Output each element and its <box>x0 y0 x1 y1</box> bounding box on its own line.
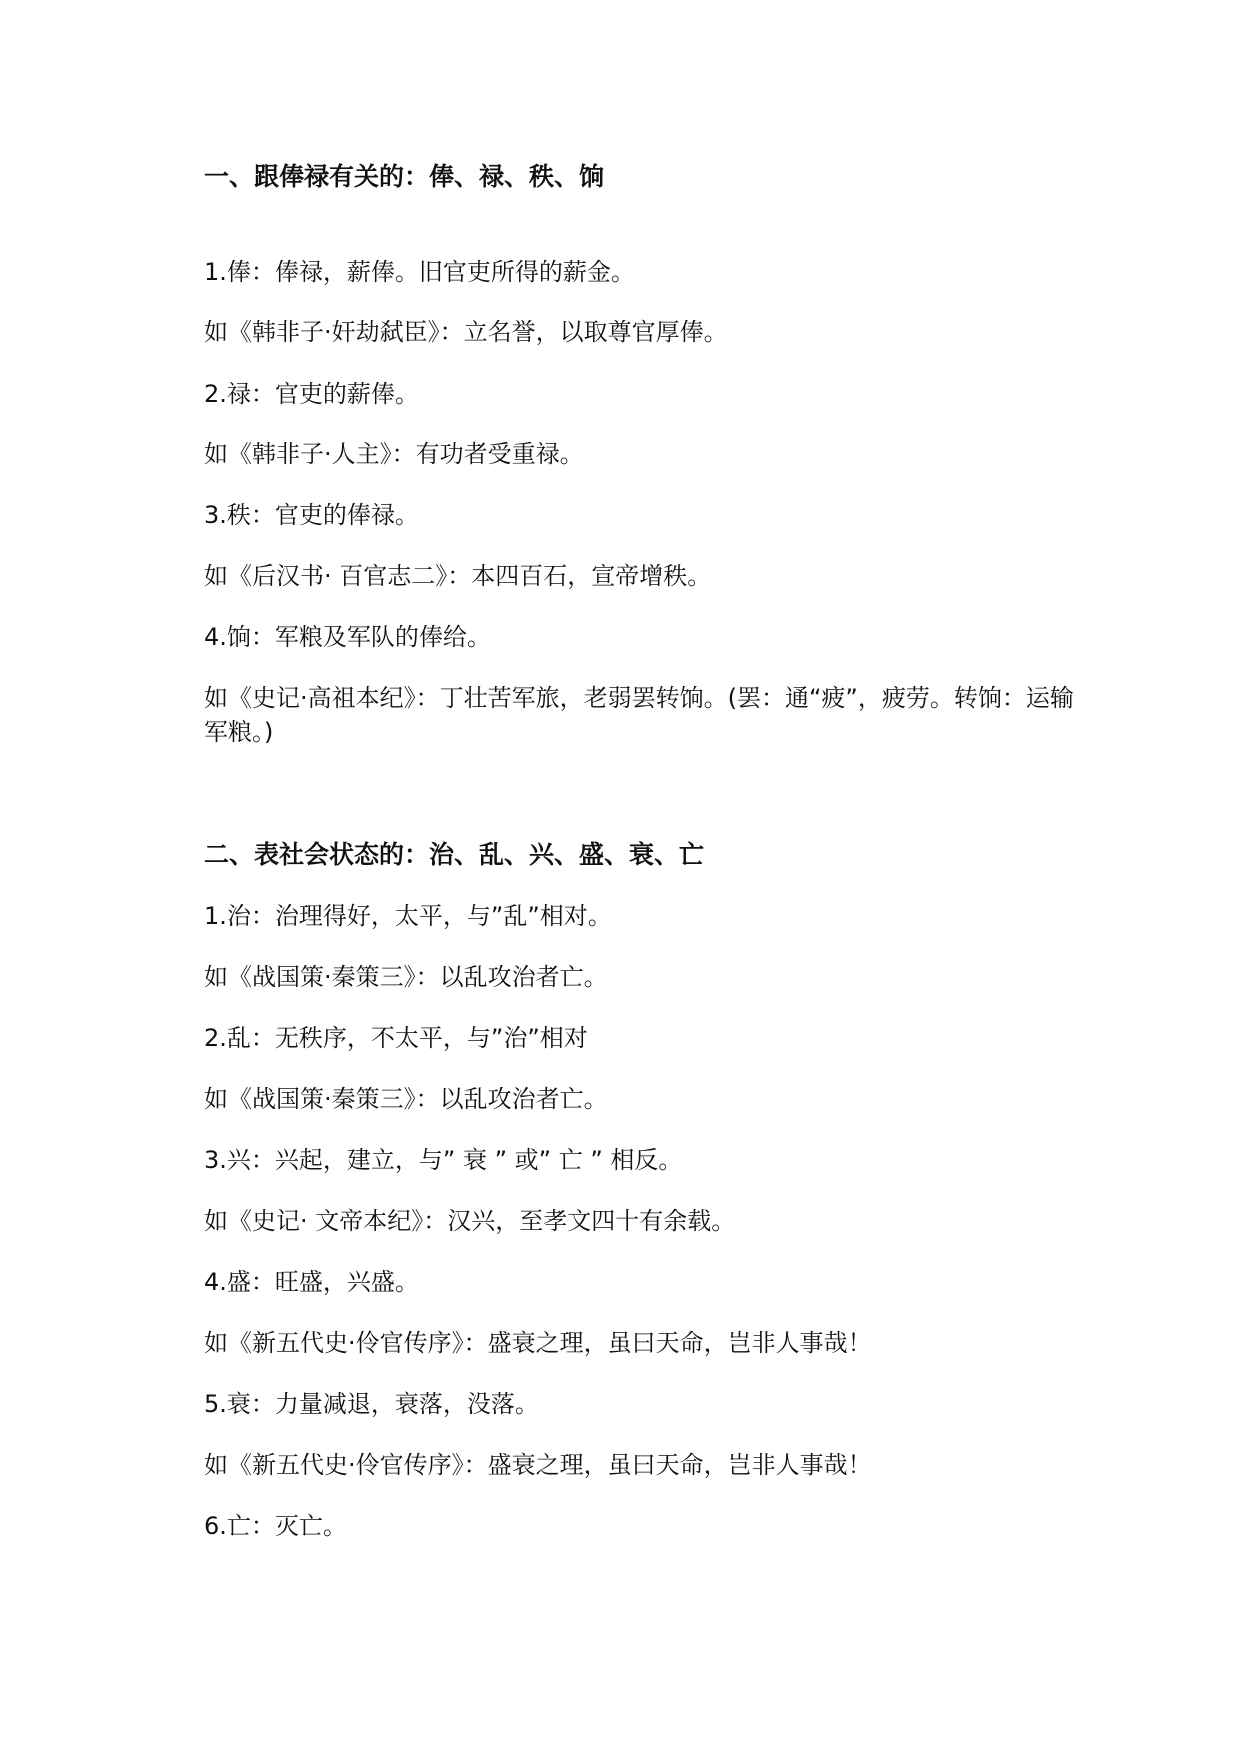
example-line: 如《新五代史·伶官传序》：盛衰之理，虽曰天命，岂非人事哉！ <box>204 1451 872 1479</box>
definition-line: 5.衰：力量减退，衰落，没落。 <box>204 1390 539 1418</box>
example-line: 如《史记· 文帝本纪》：汉兴，至孝文四十有余载。 <box>204 1207 736 1235</box>
example-line: 如《韩非子·奸劫弑臣》：立名誉，以取尊官厚俸。 <box>204 318 728 346</box>
section-heading: 二、表社会状态的：治、乱、兴、盛、衰、亡 <box>204 840 705 869</box>
section-heading: 一、跟俸禄有关的：俸、禄、秩、饷 <box>204 162 605 191</box>
definition-line: 2.乱：无秩序，不太平，与”治”相对 <box>204 1024 588 1052</box>
definition-line: 6.亡：灭亡。 <box>204 1512 347 1540</box>
definition-line: 4.盛：旺盛，兴盛。 <box>204 1268 419 1296</box>
definition-line: 2.禄：官吏的薪俸。 <box>204 380 419 408</box>
definition-line: 1.治：治理得好，太平，与”乱”相对。 <box>204 902 612 930</box>
example-line: 如《韩非子·人主》：有功者受重禄。 <box>204 440 584 468</box>
example-line: 如《史记·高祖本纪》：丁壮苦军旅，老弱罢转饷。(罢：通“疲”，疲劳。转饷：运输军粮。) <box>204 684 1074 746</box>
example-line: 如《战国策·秦策三》：以乱攻治者亡。 <box>204 1085 608 1113</box>
example-line: 如《后汉书· 百官志二》：本四百石，宣帝增秩。 <box>204 562 712 590</box>
example-line: 如《新五代史·伶官传序》：盛衰之理，虽曰天命，岂非人事哉！ <box>204 1329 872 1357</box>
definition-line: 1.俸：俸禄，薪俸。旧官吏所得的薪金。 <box>204 258 635 286</box>
example-line: 如《战国策·秦策三》：以乱攻治者亡。 <box>204 963 608 991</box>
definition-line: 3.兴：兴起，建立，与” 衰 ” 或” 亡 ” 相反。 <box>204 1146 683 1174</box>
definition-line: 3.秩：官吏的俸禄。 <box>204 501 419 529</box>
definition-line: 4.饷：军粮及军队的俸给。 <box>204 623 491 651</box>
